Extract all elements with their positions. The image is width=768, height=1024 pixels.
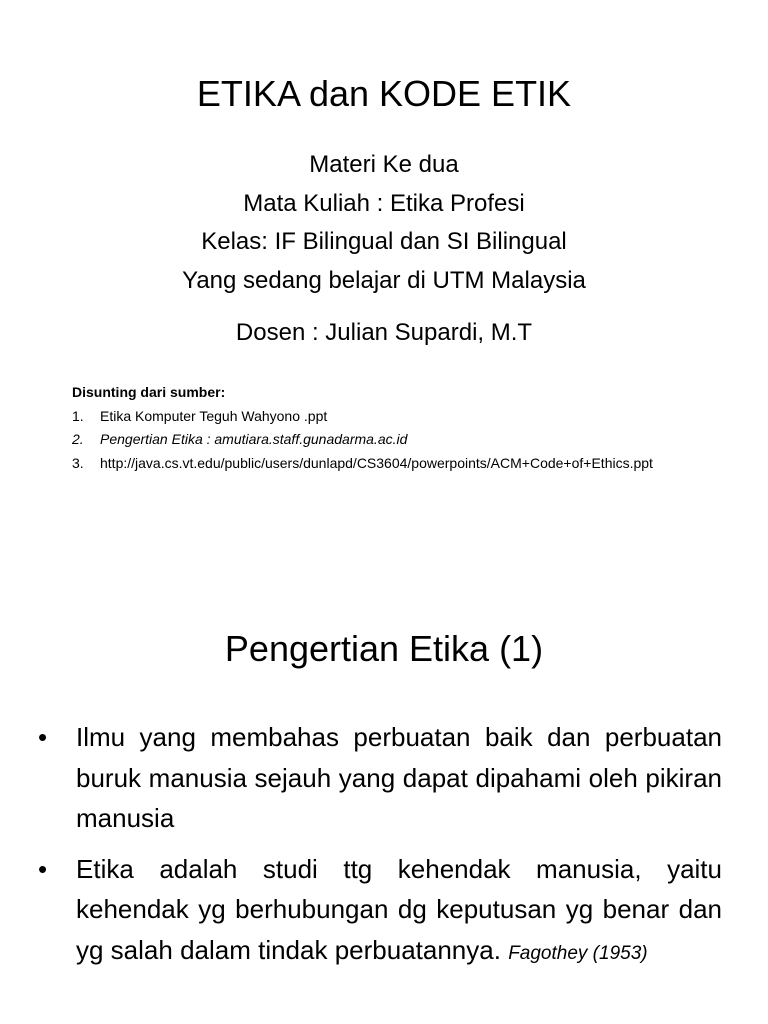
sources-list	[72, 405, 712, 476]
source-number: 3.	[72, 454, 84, 471]
bullet-text: Etika adalah studi ttg kehendak manusia, yaitu kehendak yg berhubungan dg keputusan yg benar dan yg salah dalam tindak perbuatannya.	[76, 853, 722, 965]
source-number: 2.	[72, 431, 84, 447]
lecturer-line: Dosen : Julian Supardi, M.T	[235, 319, 533, 346]
sources-heading: Disunting dari sumber:	[72, 384, 226, 400]
subtitle-line: Yang sedang belajar di UTM Malaysia	[182, 266, 586, 294]
subtitle-line: Materi Ke dua	[309, 151, 459, 178]
bullet-symbol: •	[38, 722, 48, 752]
bullet-item	[38, 717, 722, 839]
slide-2	[0, 512, 768, 1024]
subtitle-block	[0, 146, 768, 300]
bullet-list	[38, 717, 722, 984]
source-url: http://java.cs.vt.edu/public/users/dunlapd/CS3604/powerpoints/ACM+Code+of+Ethics.ppt	[100, 454, 653, 471]
source-text: Pengertian Etika : amutiara.staff.gunadarma.ac.id	[100, 431, 408, 447]
slide-title: ETIKA dan KODE ETIK	[196, 73, 572, 114]
bullet-text: Ilmu yang membahas perbuatan baik dan perbuatan buruk manusia sejauh yang dapat dipahami oleh pikiran manusia	[76, 722, 722, 833]
source-item	[72, 452, 712, 476]
citation: Fagothey (1953)	[508, 942, 648, 964]
source-number: 1.	[72, 407, 84, 424]
source-item	[72, 405, 712, 429]
sources-block	[72, 381, 712, 475]
source-item	[72, 428, 712, 452]
subtitle-line: Mata Kuliah : Etika Profesi	[243, 189, 525, 217]
bullet-item	[38, 849, 722, 975]
source-text: Etika Komputer Teguh Wahyono .ppt	[100, 407, 328, 424]
bullet-symbol: •	[38, 853, 48, 884]
slide-title: Pengertian Etika (1)	[224, 628, 544, 669]
subtitle-line: Kelas: IF Bilingual dan SI Bilingual	[201, 228, 567, 255]
